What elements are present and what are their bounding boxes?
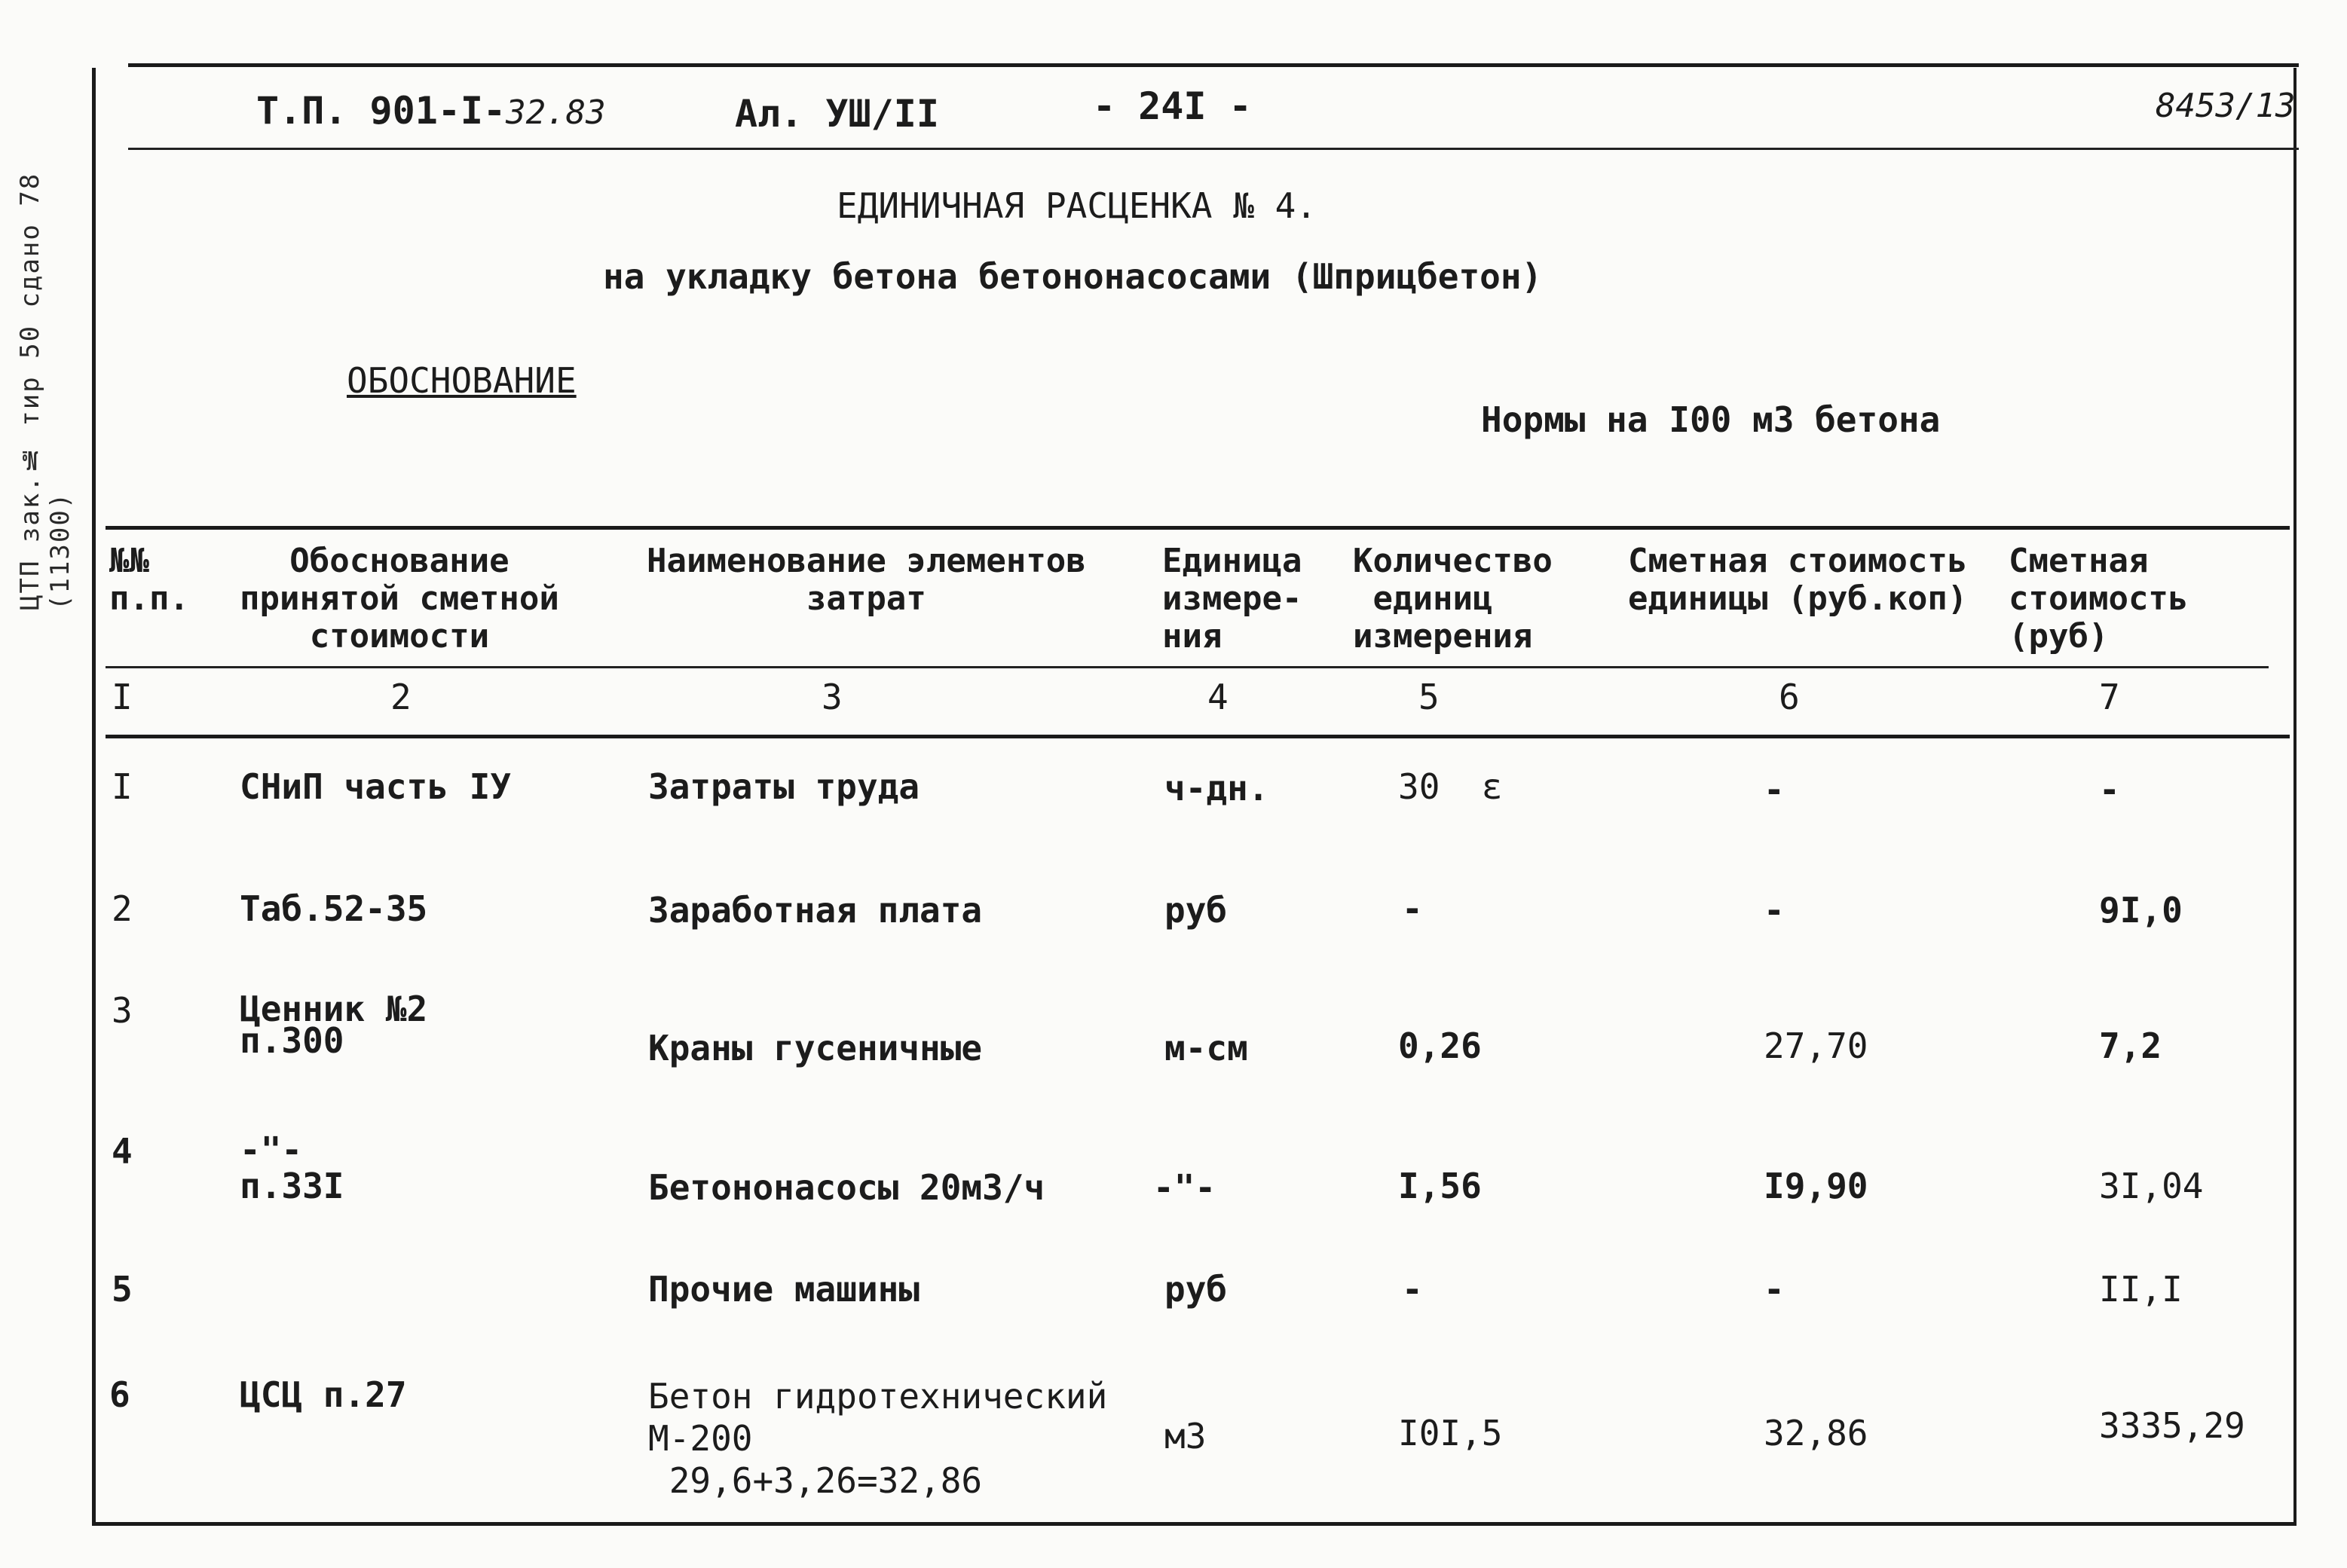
row-3-cost: 7,2 xyxy=(2099,1025,2162,1066)
column-number-1: I xyxy=(112,677,133,717)
row-1-qty: 30 ε xyxy=(1398,766,1503,807)
row-2-basis: Таб.52-35 xyxy=(240,888,428,929)
norms-label: Нормы на I00 м3 бетона xyxy=(1481,399,1941,440)
row-1-unit: ч-дн. xyxy=(1164,768,1269,808)
header-divider xyxy=(128,148,2299,150)
row-4-basis: -"- п.33I xyxy=(240,1129,344,1206)
row-2-name: Заработная плата xyxy=(648,890,983,931)
page-number: - 24I - xyxy=(1093,84,1252,128)
row-6-basis: ЦСЦ п.27 xyxy=(240,1374,407,1415)
table-numbers-rule xyxy=(106,735,2290,738)
header-col-6: Сметная стоимость единицы (руб.коп) xyxy=(1628,542,1968,618)
document-subtitle: на укладку бетона бетононасосами (Шприцбетон) xyxy=(603,256,1543,297)
row-2-cost: 9I,0 xyxy=(2099,890,2183,931)
table-top-rule xyxy=(106,526,2290,530)
row-1-name: Затраты труда xyxy=(648,766,920,807)
row-3-basis: Ценник №2 п.300 xyxy=(240,989,428,1061)
project-code: Т.П. 901-I-32.83 xyxy=(256,89,606,133)
document-title: ЕДИНИЧНАЯ РАСЦЕНКА № 4. xyxy=(837,185,1317,226)
row-4-cost: 3I,04 xyxy=(2099,1166,2204,1206)
row-3-number: 3 xyxy=(112,990,133,1031)
row-3-name: Краны гусеничные xyxy=(648,1028,983,1068)
header-col-4: Единица измере- ния xyxy=(1162,542,1302,656)
row-2-number: 2 xyxy=(112,888,133,929)
header-col-2: Обоснование принятой сметной стоимости xyxy=(240,542,559,656)
column-number-6: 6 xyxy=(1779,677,1800,717)
row-6-unit-cost: 32,86 xyxy=(1764,1413,1868,1453)
row-1-basis: СНиП часть IУ xyxy=(240,766,512,807)
basis-heading: ОБОСНОВАНИЕ xyxy=(347,360,577,401)
margin-note: ЦТП зак.№ тир 50 сдано 78 (11300) xyxy=(15,172,75,610)
row-3-unit-cost: 27,70 xyxy=(1764,1025,1868,1066)
row-5-qty: - xyxy=(1402,1269,1423,1310)
row-5-number: 5 xyxy=(112,1269,133,1310)
row-5-name: Прочие машины xyxy=(648,1269,920,1310)
row-6-name: Бетон гидротехнический М-200 29,6+3,26=32,86 xyxy=(648,1376,1108,1501)
column-number-2: 2 xyxy=(390,677,412,717)
row-6-number: 6 xyxy=(109,1374,130,1415)
column-number-4: 4 xyxy=(1207,677,1229,717)
album-label: Ал. УШ/II xyxy=(735,92,939,136)
header-col-7: Сметная стоимость (руб) xyxy=(2009,542,2189,656)
row-4-qty: I,56 xyxy=(1398,1166,1482,1206)
row-4-name: Бетононасосы 20м3/ч xyxy=(648,1167,1045,1208)
column-number-5: 5 xyxy=(1418,677,1440,717)
row-2-unit: руб xyxy=(1164,890,1228,931)
row-6-qty: I0I,5 xyxy=(1398,1413,1503,1453)
row-4-unit-cost: I9,90 xyxy=(1764,1166,1868,1206)
row-6-unit: м3 xyxy=(1164,1416,1207,1456)
row-2-unit-cost: - xyxy=(1764,890,1785,931)
header-col-3: Наименование элементов затрат xyxy=(647,542,1086,618)
row-1-cost: - xyxy=(2099,769,2120,810)
header-col-1: №№ п.п. xyxy=(109,542,189,618)
row-4-unit: -"- xyxy=(1153,1167,1216,1208)
column-number-3: 3 xyxy=(822,677,843,717)
row-5-cost: II,I xyxy=(2099,1269,2183,1310)
row-6-cost: 3335,29 xyxy=(2099,1405,2245,1446)
row-2-qty: - xyxy=(1402,888,1423,929)
row-3-qty: 0,26 xyxy=(1398,1025,1482,1066)
row-5-unit: руб xyxy=(1164,1269,1228,1310)
header-col-5: Количество единиц измерения xyxy=(1353,542,1553,656)
column-number-7: 7 xyxy=(2099,677,2120,717)
table-header-rule xyxy=(106,666,2269,668)
project-code-handwritten: 32.83 xyxy=(506,93,606,132)
top-border xyxy=(128,63,2299,67)
document-number: 8453/13 xyxy=(2156,87,2296,125)
row-1-number: I xyxy=(112,766,133,807)
row-4-number: 4 xyxy=(112,1131,133,1172)
row-1-unit-cost: - xyxy=(1764,769,1785,810)
row-5-unit-cost: - xyxy=(1764,1269,1785,1310)
row-3-unit: м-см xyxy=(1164,1028,1248,1068)
